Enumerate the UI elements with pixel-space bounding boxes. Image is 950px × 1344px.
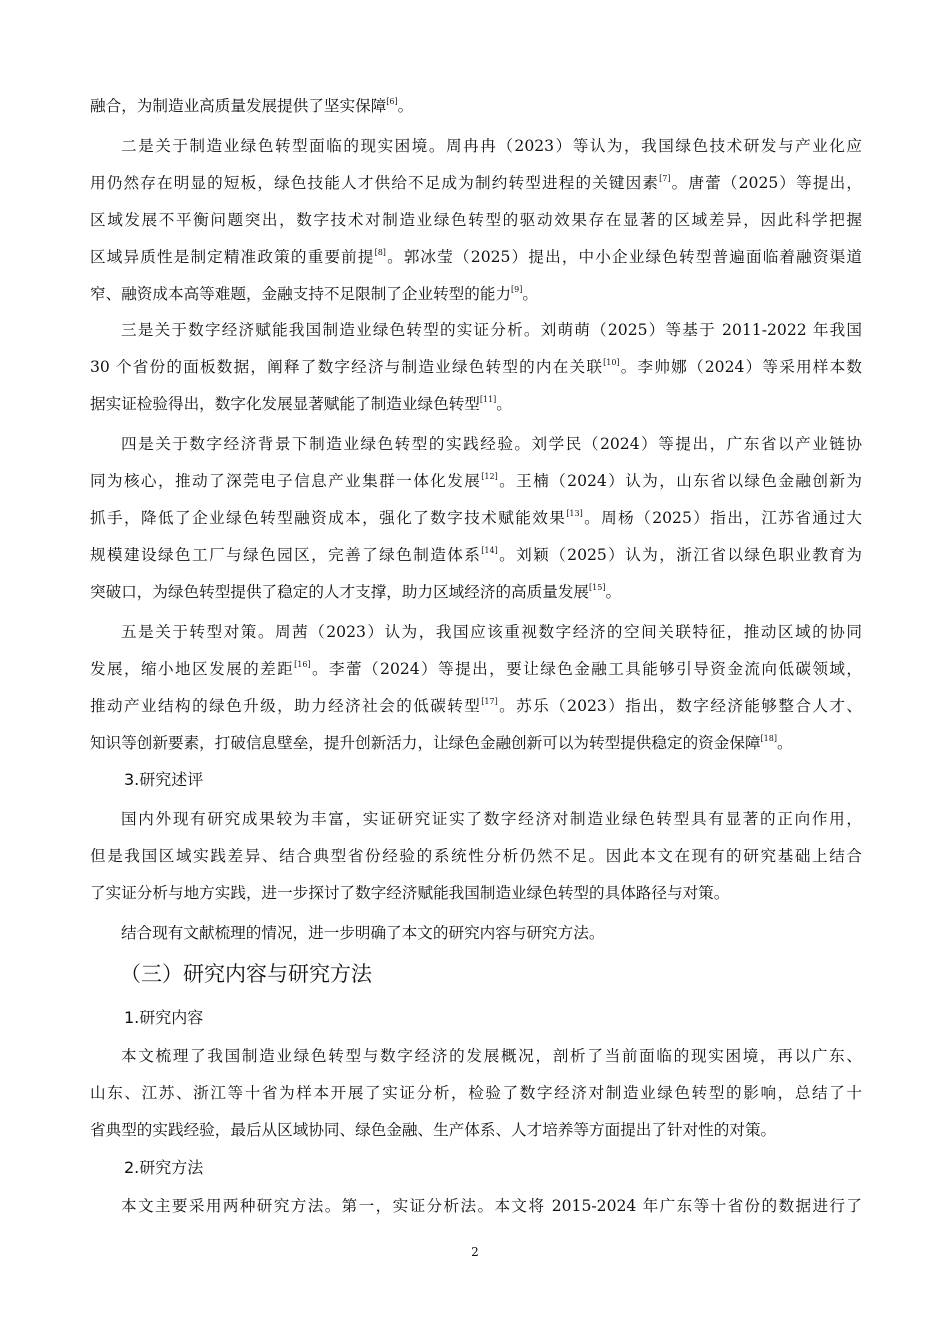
paragraph-line bbox=[90, 1083, 862, 1103]
text-run: 。王楠（2024）认为，山东省以绿色金融创新为 bbox=[497, 472, 862, 490]
text-run: 本文梳理了我国制造业绿色转型与数字经济的发展概况，剖析了当前面临的现实困境，再以广东、 bbox=[121, 1047, 862, 1065]
paragraph-line bbox=[121, 923, 862, 943]
text-run: 。刘颖（2025）认为，浙江省以绿色职业教育为 bbox=[497, 546, 862, 564]
paragraph-line bbox=[90, 659, 862, 679]
citation-ref: [7] bbox=[659, 174, 671, 183]
text-run: 融合，为制造业高质量发展提供了坚实保障 bbox=[90, 97, 387, 115]
citation-ref: [9] bbox=[511, 285, 523, 294]
text-run: 省典型的实践经验，最后从区域协同、绿色金融、生产体系、人才培养等方面提出了针对性的对策。 bbox=[90, 1121, 777, 1139]
paragraph-line bbox=[90, 696, 862, 716]
text-run: 规模建设绿色工厂与绿色园区，完善了绿色制造体系 bbox=[90, 546, 482, 564]
text-run: 推动产业结构的绿色升级，助力经济社会的低碳转型 bbox=[90, 697, 482, 715]
text-run: 五是关于转型对策。周茜（2023）认为，我国应该重视数字经济的空间关联特征，推动区域的协同 bbox=[121, 623, 862, 641]
paragraph-line bbox=[90, 883, 862, 903]
text-run: 了实证分析与地方实践，进一步探讨了数字经济赋能我国制造业绿色转型的具体路径与对策。 bbox=[90, 884, 730, 902]
citation-ref: [14] bbox=[481, 546, 498, 555]
paragraph-line bbox=[90, 394, 862, 414]
section-heading-content: 1.研究内容 bbox=[124, 1008, 204, 1027]
text-run: 结合现有文献梳理的情况，进一步明确了本文的研究内容与研究方法。 bbox=[121, 924, 605, 942]
paragraph-line bbox=[121, 434, 862, 454]
paragraph-line bbox=[90, 846, 862, 866]
text-run: 三是关于数字经济赋能我国制造业绿色转型的实证分析。刘萌萌（2025）等基于 2011-2022 年我国 bbox=[121, 321, 862, 339]
paragraph-line bbox=[90, 96, 862, 116]
text-run: 。郭冰莹（2025）提出，中小企业绿色转型普遍面临着融资渠道 bbox=[385, 248, 862, 266]
citation-ref: [18] bbox=[760, 734, 777, 743]
citation-ref: [15] bbox=[589, 583, 606, 592]
section-heading-review: 3.研究述评 bbox=[124, 770, 204, 789]
text-run: 但是我国区域实践差异、结合典型省份经验的系统性分析仍然不足。因此本文在现有的研究基础上结合 bbox=[90, 847, 862, 865]
text-run: 。李蕾（2024）等提出，要让绿色金融工具能够引导资金流向低碳领域， bbox=[310, 660, 862, 678]
text-run: 突破口，为绿色转型提供了稳定的人才支撑，助力区域经济的高质量发展 bbox=[90, 583, 590, 601]
text-run: 30 个省份的面板数据，阐释了数字经济与制造业绿色转型的内在关联 bbox=[90, 358, 604, 376]
text-run: 抓手，降低了企业绿色转型融资成本，强化了数字技术赋能效果 bbox=[90, 509, 567, 527]
text-run: 知识等创新要素，打破信息壁垒，提升创新活力，让绿色金融创新可以为转型提供稳定的资金保障 bbox=[90, 734, 761, 752]
citation-ref: [11] bbox=[479, 395, 497, 404]
paragraph-line bbox=[90, 173, 862, 193]
paragraph-line bbox=[121, 809, 862, 829]
text-run: 二是关于制造业绿色转型面临的现实困境。周冉冉（2023）等认为，我国绿色技术研发与产业化应 bbox=[121, 137, 862, 155]
text-run: 山东、江苏、浙江等十省为样本开展了实证分析，检验了数字经济对制造业绿色转型的影响，总结了十 bbox=[90, 1084, 862, 1102]
text-run: 。 bbox=[397, 97, 414, 115]
text-run: 。李帅娜（2024）等采用样本数 bbox=[619, 358, 862, 376]
paragraph-line bbox=[90, 284, 862, 304]
paragraph-line bbox=[90, 1120, 862, 1140]
paragraph-line bbox=[90, 357, 862, 377]
text-run: 窄、融资成本高等难题，金融支持不足限制了企业转型的能力 bbox=[90, 285, 512, 303]
text-run: 国内外现有研究成果较为丰富，实证研究证实了数字经济对制造业绿色转型具有显著的正向作用， bbox=[121, 810, 862, 828]
text-run: 。周杨（2025）指出，江苏省通过大 bbox=[582, 509, 862, 527]
text-run: 。 bbox=[522, 285, 538, 303]
text-run: 用仍然存在明显的短板，绿色技能人才供给不足成为制约转型进程的关键因素 bbox=[90, 174, 660, 192]
citation-ref: [13] bbox=[566, 509, 583, 518]
page-number: 2 bbox=[471, 1245, 479, 1259]
text-run: 。 bbox=[605, 583, 622, 601]
paragraph-line bbox=[90, 247, 862, 267]
paragraph-line bbox=[90, 582, 862, 602]
text-run: 。苏乐（2023）指出，数字经济能够整合人才、 bbox=[497, 697, 862, 715]
text-run: 。 bbox=[776, 734, 793, 752]
paragraph-line bbox=[90, 210, 862, 230]
paragraph-line bbox=[121, 1046, 862, 1066]
paragraph-line bbox=[121, 136, 862, 156]
citation-ref: [8] bbox=[374, 248, 386, 257]
paragraph-line bbox=[121, 622, 862, 642]
paragraph-line bbox=[90, 471, 862, 491]
section-heading-method: 2.研究方法 bbox=[124, 1158, 204, 1177]
text-run: 本文主要采用两种研究方法。第一，实证分析法。本文将 2015-2024 年广东等十省份的数据进行了 bbox=[121, 1197, 862, 1215]
paragraph-line bbox=[90, 545, 862, 565]
citation-ref: [6] bbox=[386, 97, 398, 106]
citation-ref: [17] bbox=[481, 697, 498, 706]
text-run: 。唐蕾（2025）等提出， bbox=[670, 174, 862, 192]
paragraph-line bbox=[121, 1196, 862, 1216]
text-run: 同为核心，推动了深莞电子信息产业集群一体化发展 bbox=[90, 472, 482, 490]
citation-ref: [12] bbox=[481, 472, 498, 481]
citation-ref: [16] bbox=[294, 660, 311, 669]
text-run: 四是关于数字经济背景下制造业绿色转型的实践经验。刘学民（2024）等提出，广东省以产业链协 bbox=[121, 435, 862, 453]
paragraph-line bbox=[121, 320, 862, 340]
text-run: 发展，缩小地区发展的差距 bbox=[90, 660, 295, 678]
paragraph-line bbox=[90, 733, 862, 753]
paragraph-line bbox=[90, 508, 862, 528]
citation-ref: [10] bbox=[603, 358, 620, 367]
text-run: 。 bbox=[496, 395, 512, 413]
text-run: 区域异质性是制定精准政策的重要前提 bbox=[90, 248, 375, 266]
text-run: 据实证检验得出，数字化发展显著赋能了制造业绿色转型 bbox=[90, 395, 480, 413]
chapter-heading: （三）研究内容与研究方法 bbox=[120, 962, 372, 986]
text-run: 区域发展不平衡问题突出，数字技术对制造业绿色转型的驱动效果存在显著的区域差异，因此科学把握 bbox=[90, 211, 862, 229]
